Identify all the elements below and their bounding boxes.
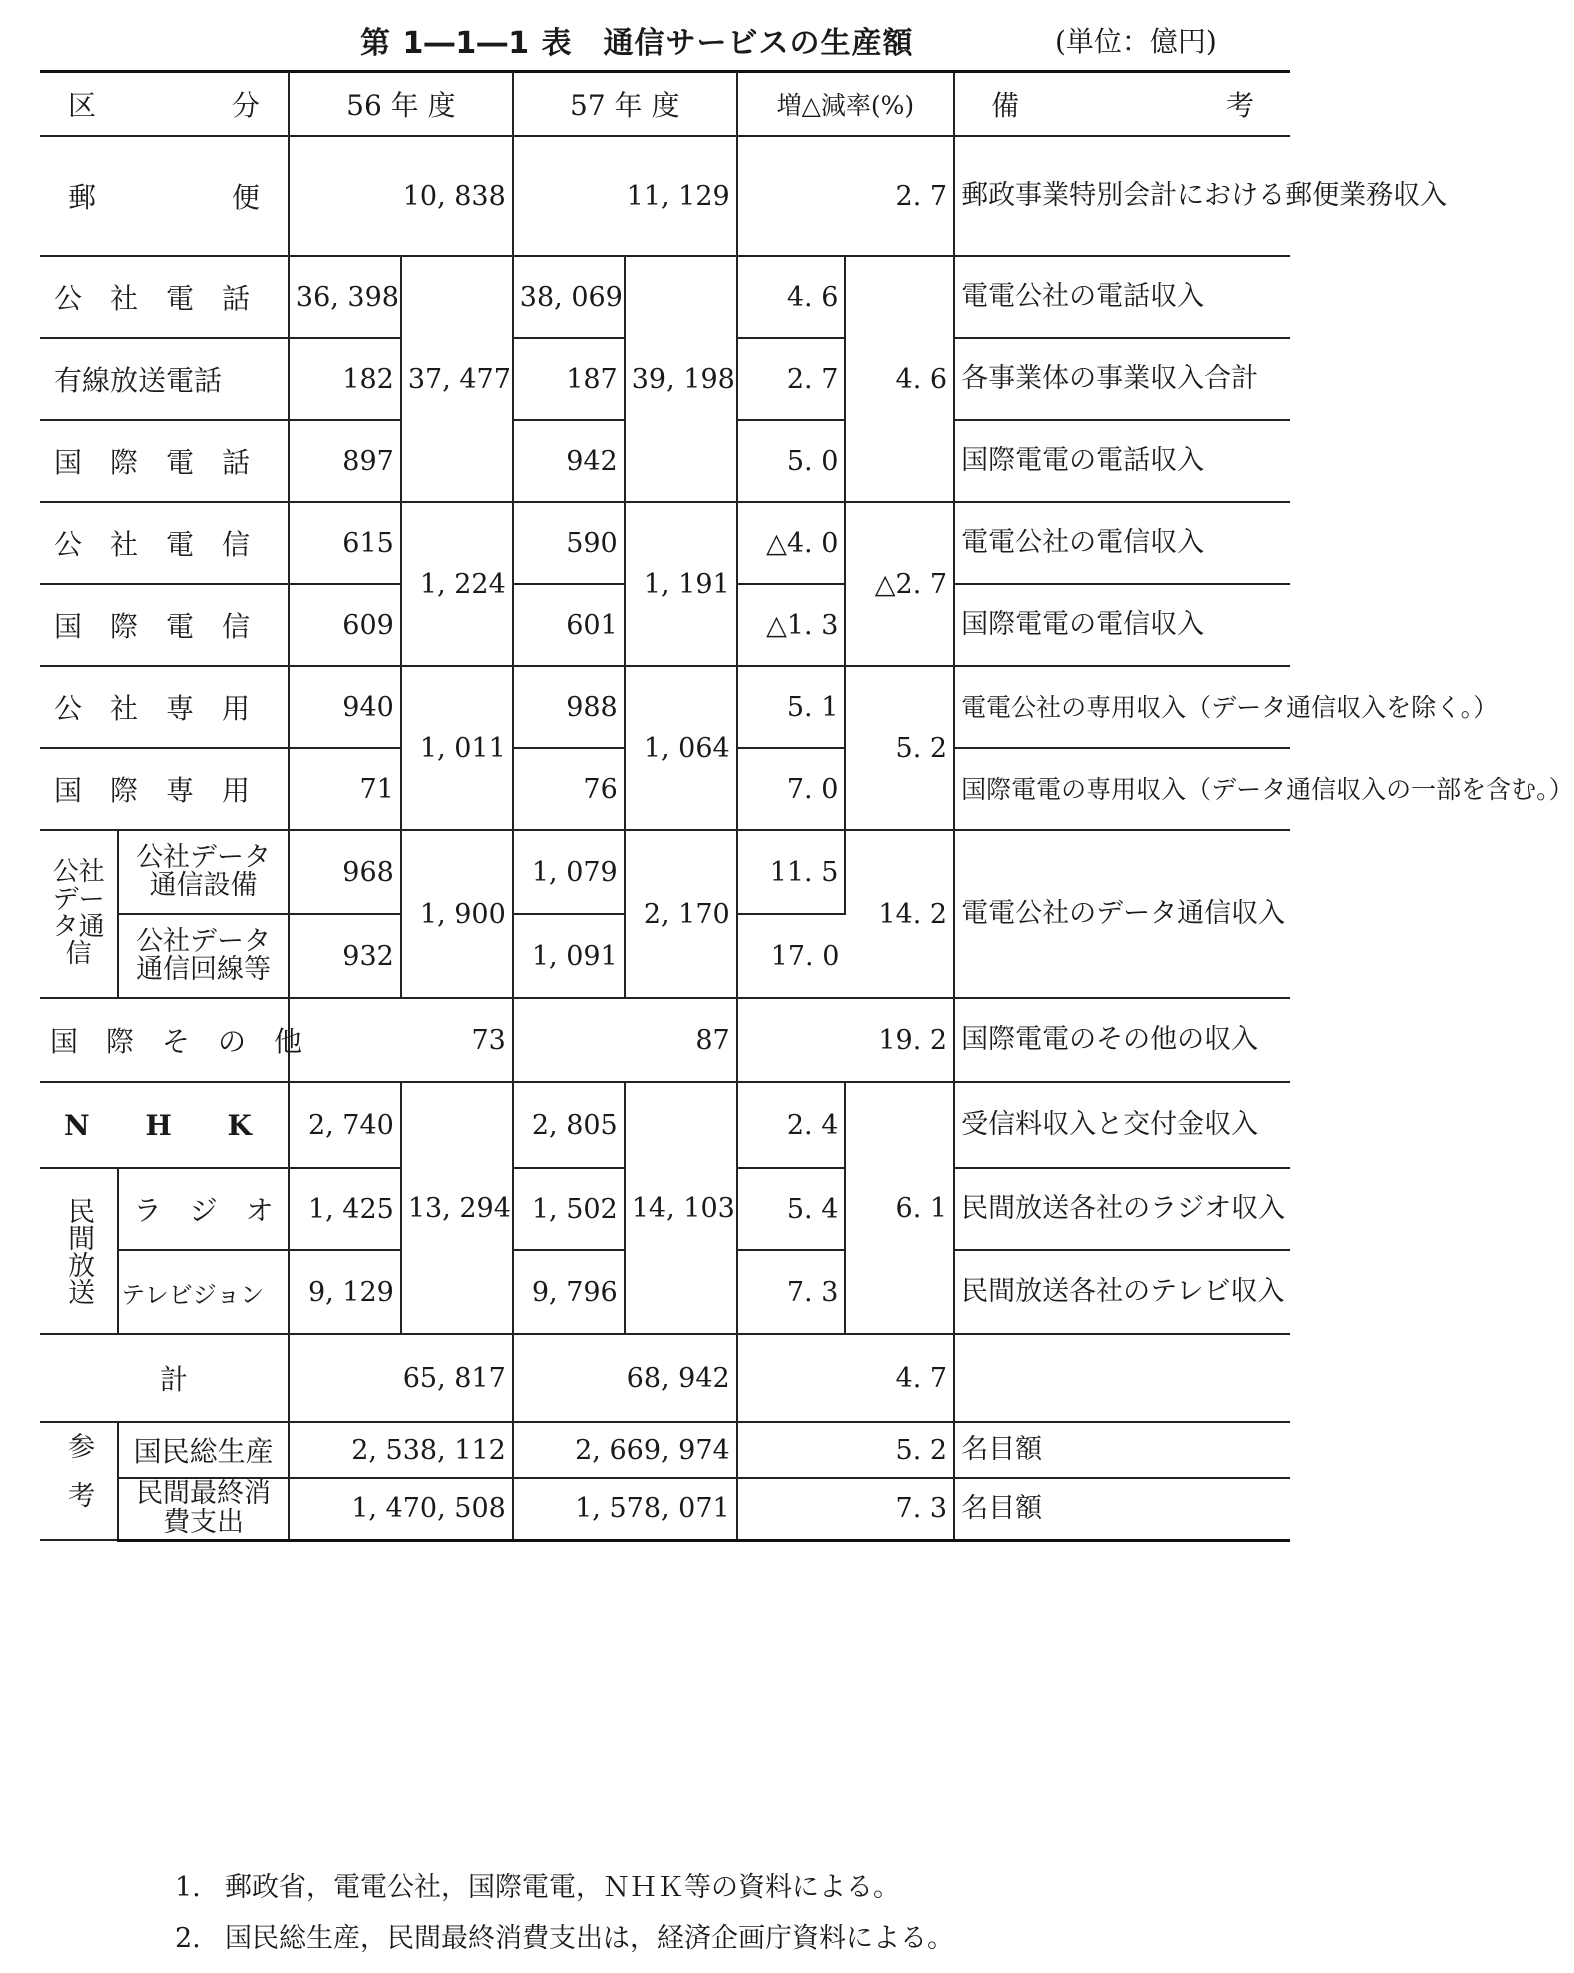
- value-fy57: 590: [513, 502, 625, 584]
- group-label-private: 民間放送: [40, 1168, 118, 1334]
- value-rate: △4. 0: [737, 502, 846, 584]
- row-label: 国 際 電 信: [40, 584, 289, 666]
- value-rate: 19. 2: [737, 998, 954, 1082]
- subtotal-fy56: 1, 011: [401, 666, 513, 830]
- value-fy56: 36, 398: [289, 256, 401, 338]
- header-category: 区 分: [40, 72, 289, 137]
- row-note: 国際電電の電信収入: [954, 584, 1290, 666]
- value-rate: 2. 7: [737, 338, 846, 420]
- subtotal-rate: 6. 1: [845, 1082, 954, 1334]
- value-fy57: 187: [513, 338, 625, 420]
- row-label: 有線放送電話: [40, 338, 289, 420]
- footnotes: [175, 1862, 954, 1964]
- header-notes: 備 考: [954, 72, 1290, 137]
- row-note: 電電公社のデータ通信収入: [954, 830, 1290, 998]
- value-rate: 5. 4: [737, 1168, 846, 1250]
- value-rate: 4. 7: [737, 1334, 954, 1422]
- value-fy56: 940: [289, 666, 401, 748]
- value-fy57: 942: [513, 420, 625, 502]
- row-label: 郵 便: [40, 136, 289, 256]
- subtotal-fy57: 14, 103: [625, 1082, 737, 1334]
- value-fy57: 11, 129: [513, 136, 737, 256]
- row-label: N H K: [40, 1082, 289, 1168]
- value-fy56: 9, 129: [289, 1250, 401, 1334]
- value-fy57: 68, 942: [513, 1334, 737, 1422]
- row-note: 電電公社の電話収入: [954, 256, 1290, 338]
- table-row-phone-ntt: [40, 256, 1290, 338]
- value-fy56: 609: [289, 584, 401, 666]
- value-fy57: 2, 669, 974: [513, 1422, 737, 1478]
- table-row-postal: [40, 136, 1290, 256]
- value-fy57: 988: [513, 666, 625, 748]
- header-rate: 増△減率(%): [737, 72, 954, 137]
- row-label: 民間最終消費支出: [118, 1478, 289, 1540]
- row-label: 国 際 そ の 他: [40, 998, 289, 1082]
- value-fy56: 73: [289, 998, 513, 1082]
- row-note: 国際電電の専用収入（データ通信収入の一部を含む。）: [954, 748, 1290, 830]
- table-row-consumption: [40, 1478, 1290, 1540]
- value-fy56: 1, 425: [289, 1168, 401, 1250]
- row-label: 公 社 電 信: [40, 502, 289, 584]
- value-fy57: 1, 079: [513, 830, 625, 914]
- value-fy56: 65, 817: [289, 1334, 513, 1422]
- group-label-reference: 参考: [40, 1422, 118, 1540]
- value-fy56: 615: [289, 502, 401, 584]
- production-table: [40, 70, 1574, 1542]
- footnote-1: 1. 郵政省，電電公社，国際電電，ＮＨＫ等の資料による。: [175, 1872, 900, 1903]
- value-fy56: 182: [289, 338, 401, 420]
- value-rate: 4. 6: [737, 256, 846, 338]
- value-fy56: 897: [289, 420, 401, 502]
- header-fy56: 56 年 度: [289, 72, 513, 137]
- value-fy57: 2, 805: [513, 1082, 625, 1168]
- value-fy57: 1, 578, 071: [513, 1478, 737, 1540]
- value-rate: 7. 0: [737, 748, 846, 830]
- value-rate: 5. 2: [737, 1422, 954, 1478]
- group-label-data: 公社データ通信: [40, 830, 118, 998]
- value-fy56: 10, 838: [289, 136, 513, 256]
- row-note: 電電公社の専用収入（データ通信収入を除く。）: [954, 666, 1290, 748]
- table-row-nhk: [40, 1082, 1290, 1168]
- value-fy57: 601: [513, 584, 625, 666]
- subtotal-fy56: 37, 477: [401, 256, 513, 502]
- title-row: [0, 14, 1317, 64]
- value-fy57: 38, 069: [513, 256, 625, 338]
- subtotal-rate: 14. 2: [845, 830, 954, 998]
- value-rate: 7. 3: [737, 1250, 846, 1334]
- row-label: 計: [40, 1334, 289, 1422]
- value-rate: △1. 3: [737, 584, 846, 666]
- value-fy57: 76: [513, 748, 625, 830]
- value-fy57: 1, 091: [513, 914, 625, 998]
- row-label: 国 際 電 話: [40, 420, 289, 502]
- value-fy56: 968: [289, 830, 401, 914]
- value-fy57: 9, 796: [513, 1250, 625, 1334]
- table-row-leased-ntt: [40, 666, 1290, 748]
- subtotal-fy56: 1, 224: [401, 502, 513, 666]
- header-row: [40, 72, 1290, 137]
- unit-label: (単位：億円): [1055, 25, 1217, 58]
- row-label: 公社データ通信回線等: [118, 914, 289, 998]
- subtotal-rate: 4. 6: [845, 256, 954, 502]
- row-label: テレビジョン: [118, 1250, 289, 1334]
- value-rate: 7. 3: [737, 1478, 954, 1540]
- table-row-total: [40, 1334, 1290, 1422]
- value-rate: 17. 0: [737, 914, 846, 998]
- value-fy57: 87: [513, 998, 737, 1082]
- row-label: 公 社 電 話: [40, 256, 289, 338]
- row-label: 公社データ通信設備: [118, 830, 289, 914]
- subtotal-fy57: 2, 170: [625, 830, 737, 998]
- table-title: 第 1―1―1 表 通信サービスの生産額: [360, 26, 914, 61]
- subtotal-fy57: 39, 198: [625, 256, 737, 502]
- table-row-telegraph-ntt: [40, 502, 1290, 584]
- footnote-2: 2. 国民総生産，民間最終消費支出は，経済企画庁資料による。: [175, 1923, 954, 1954]
- value-fy56: 2, 740: [289, 1082, 401, 1168]
- value-rate: 5. 1: [737, 666, 846, 748]
- row-note: 電電公社の電信収入: [954, 502, 1290, 584]
- row-label: 公 社 専 用: [40, 666, 289, 748]
- value-fy56: 2, 538, 112: [289, 1422, 513, 1478]
- row-note: 国際電電の電話収入: [954, 420, 1290, 502]
- row-note: 名目額: [954, 1478, 1290, 1540]
- row-note: [954, 1334, 1290, 1422]
- value-rate: 11. 5: [737, 830, 846, 914]
- row-label: ラ ジ オ: [118, 1168, 289, 1250]
- table-row-data-equipment: [40, 830, 1290, 914]
- row-note: 受信料収入と交付金収入: [954, 1082, 1290, 1168]
- row-note: 国際電電のその他の収入: [954, 998, 1290, 1082]
- value-fy56: 932: [289, 914, 401, 998]
- row-label: 国民総生産: [118, 1422, 289, 1478]
- value-fy56: 1, 470, 508: [289, 1478, 513, 1540]
- subtotal-rate: 5. 2: [845, 666, 954, 830]
- subtotal-fy57: 1, 191: [625, 502, 737, 666]
- table-row-intl-other: [40, 998, 1290, 1082]
- value-fy57: 1, 502: [513, 1168, 625, 1250]
- row-note: 各事業体の事業収入合計: [954, 338, 1290, 420]
- value-rate: 2. 7: [737, 136, 954, 256]
- row-note: 郵政事業特別会計における郵便業務収入: [954, 136, 1290, 256]
- row-note: 民間放送各社のラジオ収入: [954, 1168, 1290, 1250]
- value-rate: 2. 4: [737, 1082, 846, 1168]
- subtotal-fy56: 13, 294: [401, 1082, 513, 1334]
- subtotal-fy56: 1, 900: [401, 830, 513, 998]
- table-row-gnp: [40, 1422, 1290, 1478]
- value-fy56: 71: [289, 748, 401, 830]
- value-rate: 5. 0: [737, 420, 846, 502]
- subtotal-rate: △2. 7: [845, 502, 954, 666]
- header-fy57: 57 年 度: [513, 72, 737, 137]
- row-note: 名目額: [954, 1422, 1290, 1478]
- subtotal-fy57: 1, 064: [625, 666, 737, 830]
- row-note: 民間放送各社のテレビ収入: [954, 1250, 1290, 1334]
- row-label: 国 際 専 用: [40, 748, 289, 830]
